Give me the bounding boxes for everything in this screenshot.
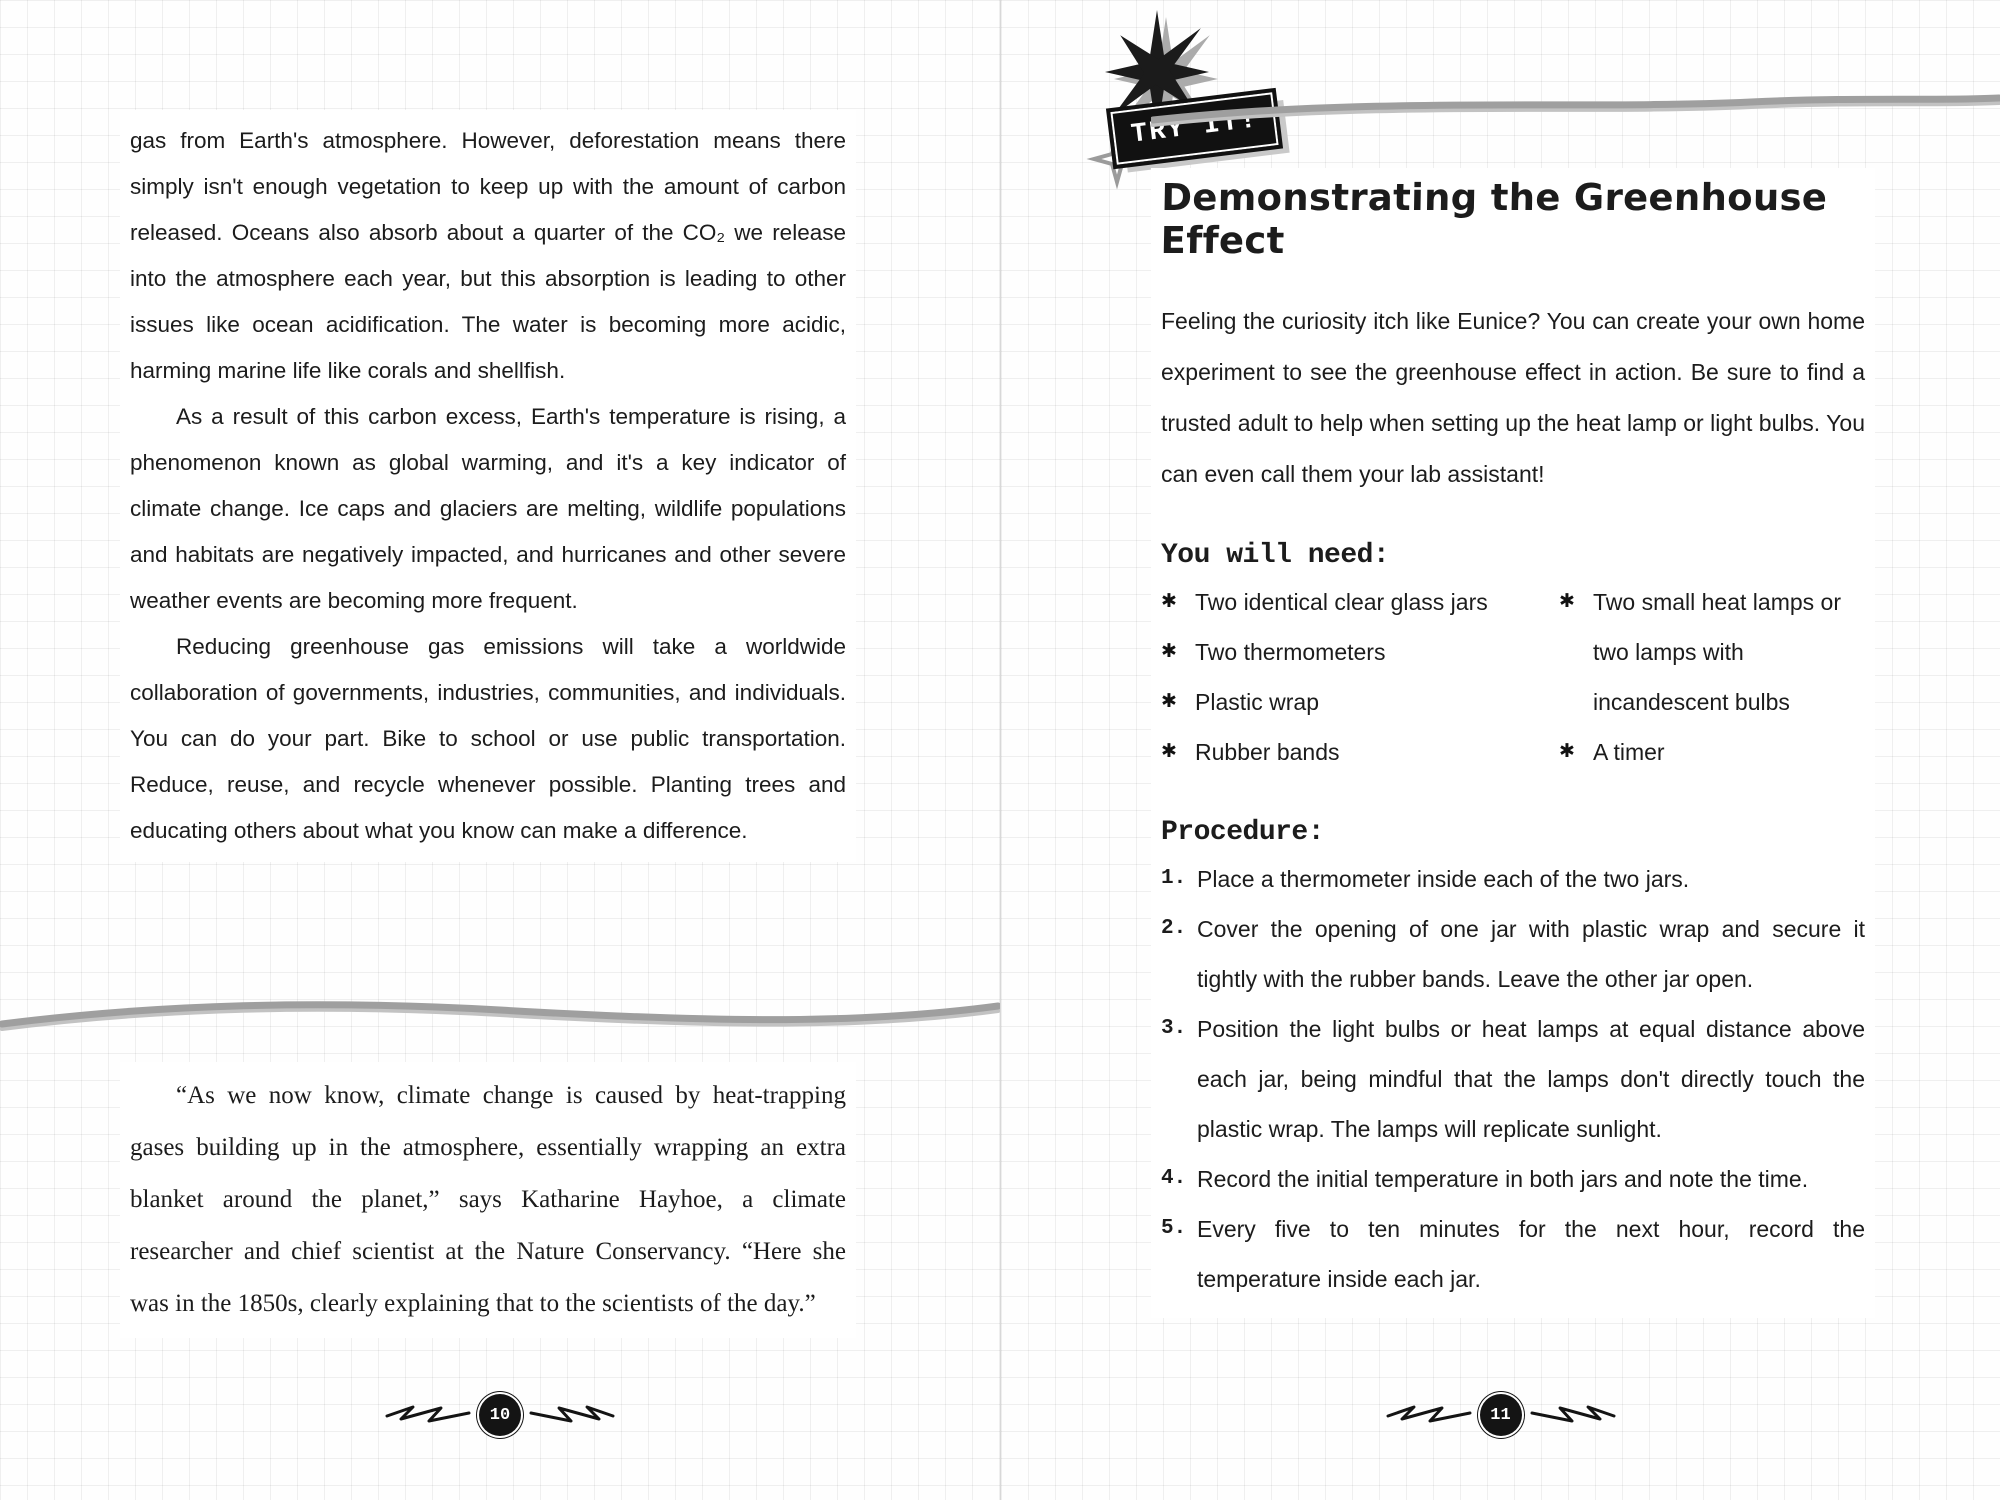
star-bullet-icon: ✱ xyxy=(1161,641,1177,662)
procedure-step xyxy=(1161,854,1865,904)
quote-block: “As we now know, climate change is caused by heat-trapping gases building up in the atmosphere, essentially wrapping an extra blanket around the planet,” says Katharine Hayhoe, a climate researcher and chief scientist at the Nature Conservancy. “Here she was in the 1850s, clearly explaining that to the scientists of the day.” xyxy=(120,1062,856,1338)
lightning-scribble-icon xyxy=(1530,1402,1616,1428)
lightning-scribble-icon xyxy=(1386,1402,1472,1428)
page-number-badge xyxy=(385,1394,615,1436)
you-will-need-heading: You will need: xyxy=(1161,540,1390,571)
page-number-badge xyxy=(1386,1394,1616,1436)
material-label: Two small heat lamps or two lamps with incandescent bulbs xyxy=(1593,589,1841,715)
step-text: Record the initial temperature in both jars and note the time. xyxy=(1197,1166,1809,1192)
wave-divider xyxy=(0,998,1000,1038)
material-label: Rubber bands xyxy=(1195,739,1340,765)
material-label: Two thermometers xyxy=(1195,639,1386,665)
materials-list xyxy=(1161,577,1865,777)
paragraph: gas from Earth's atmosphere. However, deforestation means there simply isn't enough vegetation to keep up with the amount of carbon released. Oceans also absorb about a quarter of the CO₂ we release into the atmosphere each year, but this absorption is leading to other issues like ocean acidification. The water is becoming more acidic, harming marine life like corals and shellfish. xyxy=(130,128,846,383)
list-item xyxy=(1161,627,1533,677)
list-item xyxy=(1161,577,1533,627)
procedure-list xyxy=(1161,854,1865,1304)
material-label: Two identical clear glass jars xyxy=(1195,589,1488,615)
procedure-step xyxy=(1161,1204,1865,1304)
star-bullet-icon: ✱ xyxy=(1161,691,1177,712)
step-number: 4. xyxy=(1161,1167,1187,1190)
lightning-scribble-icon xyxy=(385,1402,471,1428)
star-bullet-icon: ✱ xyxy=(1161,741,1177,762)
step-text: Place a thermometer inside each of the two jars. xyxy=(1197,866,1690,892)
paragraph: Reducing greenhouse gas emissions will take a worldwide collaboration of governments, industries, communities, and individuals. You can do your part. Bike to school or use public transportation. Reduce, reuse, and recycle whenever possible. Planting trees and educating others about what you know can make a difference. xyxy=(130,634,846,843)
star-bullet-icon: ✱ xyxy=(1559,741,1575,762)
list-item xyxy=(1161,677,1533,727)
step-number: 2. xyxy=(1161,917,1187,940)
step-text: Every five to ten minutes for the next hour, record the temperature inside each jar. xyxy=(1197,1216,1865,1292)
right-page xyxy=(1000,0,2000,1500)
procedure-step xyxy=(1161,904,1865,1004)
procedure-step xyxy=(1161,1154,1865,1204)
list-item xyxy=(1559,727,1859,777)
page-number: 11 xyxy=(1480,1394,1522,1436)
material-label: Plastic wrap xyxy=(1195,689,1319,715)
list-item xyxy=(1161,727,1533,777)
try-it-stamp: TRY IT! xyxy=(1110,92,1279,165)
material-label: A timer xyxy=(1593,739,1665,765)
step-text: Position the light bulbs or heat lamps at equal distance above each jar, being mindful that the lamps don't directly touch the plastic wrap. The lamps will replicate sunlight. xyxy=(1197,1016,1865,1142)
body-text-block xyxy=(120,110,856,862)
lightning-scribble-icon xyxy=(529,1402,615,1428)
step-number: 3. xyxy=(1161,1017,1187,1040)
page-number: 10 xyxy=(479,1394,521,1436)
step-text: Cover the opening of one jar with plastic wrap and secure it tightly with the rubber bands. Leave the other jar open. xyxy=(1197,916,1865,992)
wave-divider xyxy=(1151,92,2000,132)
star-bullet-icon: ✱ xyxy=(1161,591,1177,612)
procedure-step xyxy=(1161,1004,1865,1154)
procedure-heading: Procedure: xyxy=(1161,817,1325,848)
step-number: 5. xyxy=(1161,1217,1187,1240)
step-number: 1. xyxy=(1161,867,1187,890)
star-bullet-icon: ✱ xyxy=(1559,591,1575,612)
paragraph: As a result of this carbon excess, Earth's temperature is rising, a phenomenon known as global warming, and it's a key indicator of climate change. Ice caps and glaciers are melting, wildlife populations and habitats are negatively impacted, and hurricanes and other severe weather events are becoming more frequent. xyxy=(130,404,846,613)
experiment-intro: Feeling the curiosity itch like Eunice? You can create your own home experiment to see the greenhouse effect in action. Be sure to find a trusted adult to help when setting up the heat lamp or light bulbs. You can even call them your lab assistant! xyxy=(1161,308,1865,487)
list-item xyxy=(1559,577,1859,727)
experiment-content xyxy=(1151,168,1875,1318)
experiment-title: Demonstrating the Greenhouse Effect xyxy=(1160,176,1828,262)
